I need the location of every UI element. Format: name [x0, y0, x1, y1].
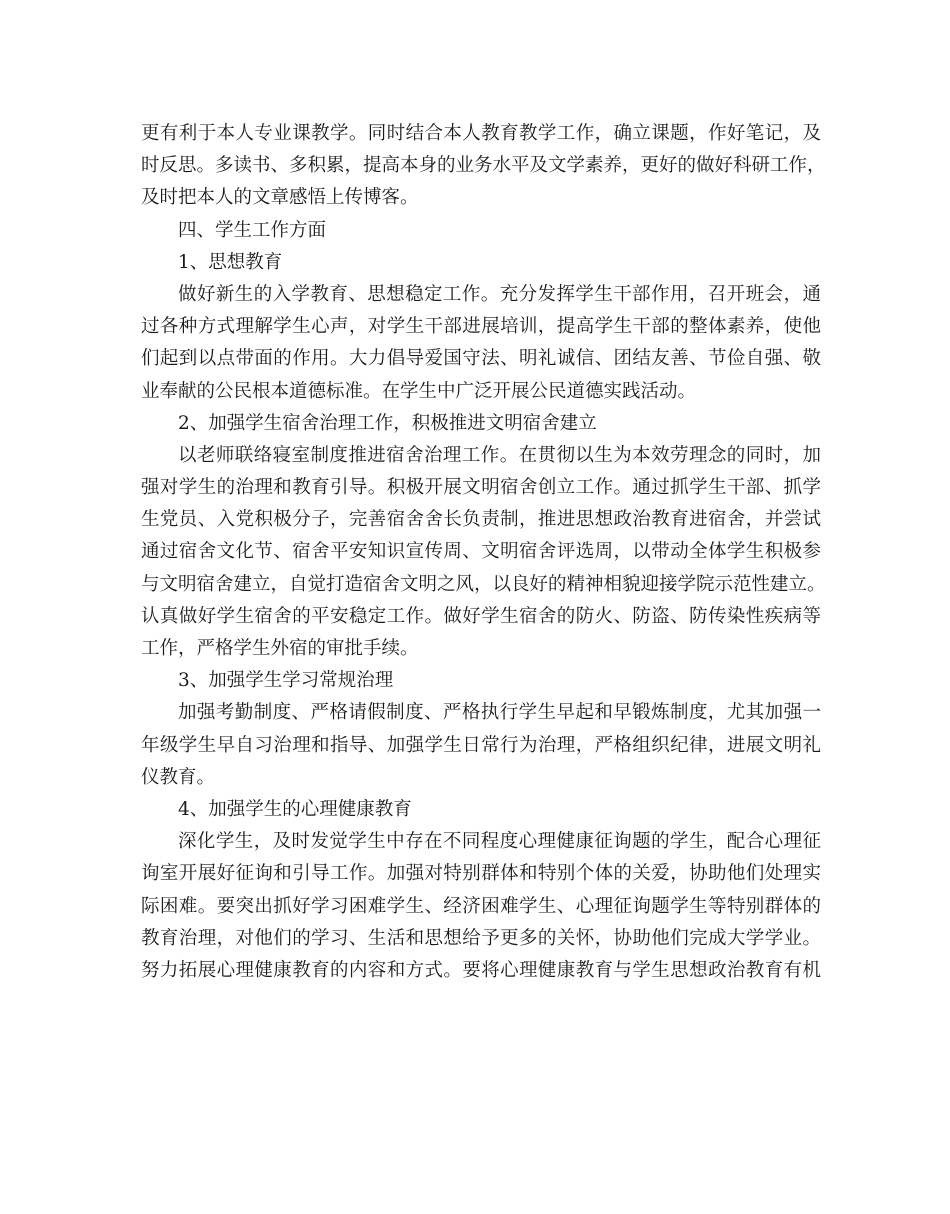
section-heading: 四、学生工作方面: [178, 219, 327, 241]
text-line: 过各种方式理解学生心声，对学生干部进展培训，提高学生干部的整体素养，使他: [141, 316, 821, 338]
text-line: 更有利于本人专业课教学。同时结合本人教育教学工作，确立课题，作好笔记，及: [141, 123, 821, 144]
text-line: 深化学生，及时发觉学生中存在不同程度心理健康征询题的学生，配合心理征: [178, 831, 821, 853]
subsection-heading: 1、思想教育: [178, 251, 283, 273]
text-line: 做好新生的入学教育、思想稳定工作。充分发挥学生干部作用，召开班会，通: [178, 283, 821, 305]
text-line: 工作，严格学生外宿的审批手续。: [141, 638, 419, 659]
subsection-heading: 4、加强学生的心理健康教育: [178, 798, 412, 820]
text-line: 教育治理，对他们的学习、生活和思想给予更多的关怀，协助他们完成大学学业。: [141, 927, 821, 949]
text-line: 时反思。多读书、多积累，提高本身的业务水平及文学素养，更好的做好科研工作，: [141, 155, 826, 177]
text-line: 通过宿舍文化节、宿舍平安知识宣传周、文明宿舍评选周，以带动全体学生积极参: [141, 541, 821, 563]
text-line: 仪教育。: [141, 766, 216, 788]
text-line: 努力拓展心理健康教育的内容和方式。要将心理健康教育与学生思想政治教育有机: [141, 959, 821, 981]
text-line: 生党员、入党积极分子，完善宿舍舍长负责制，推进思想政治教育进宿舍，并尝试: [141, 509, 821, 531]
subsection-heading: 3、加强学生学习常规治理: [178, 670, 394, 692]
text-line: 询室开展好征询和引导工作。加强对特别群体和特别个体的关爱，协助他们处理实: [141, 863, 821, 885]
document-body: [141, 118, 826, 987]
text-line: 及时把本人的文章感悟上传博客。: [141, 187, 419, 209]
text-line: 与文明宿舍建立，自觉打造宿舍文明之风，以良好的精神相貌迎接学院示范性建立。: [141, 573, 826, 595]
text-line: 加强考勤制度、严格请假制度、严格执行学生早起和早锻炼制度，尤其加强一: [178, 702, 821, 724]
text-line: 业奉献的公民根本道德标准。在学生中广泛开展公民道德实践活动。: [141, 380, 697, 402]
text-line: 际困难。要突出抓好学习困难学生、经济困难学生、心理征询题学生等特别群体的: [141, 895, 821, 917]
subsection-heading: 2、加强学生宿舍治理工作，积极推进文明宿舍建立: [178, 412, 597, 434]
text-line: 强对学生的治理和教育引导。积极开展文明宿舍创立工作。通过抓学生干部、抓学: [141, 477, 821, 499]
text-line: 认真做好学生宿舍的平安稳定工作。做好学生宿舍的防火、防盗、防传染性疾病等: [141, 605, 821, 627]
text-line: 们起到以点带面的作用。大力倡导爱国守法、明礼诚信、团结友善、节俭自强、敬: [141, 348, 821, 370]
text-line: 年级学生早自习治理和指导、加强学生日常行为治理，严格组织纪律，进展文明礼: [141, 734, 821, 756]
text-line: 以老师联络寝室制度推进宿舍治理工作。在贯彻以生为本效劳理念的同时，加: [178, 444, 821, 466]
